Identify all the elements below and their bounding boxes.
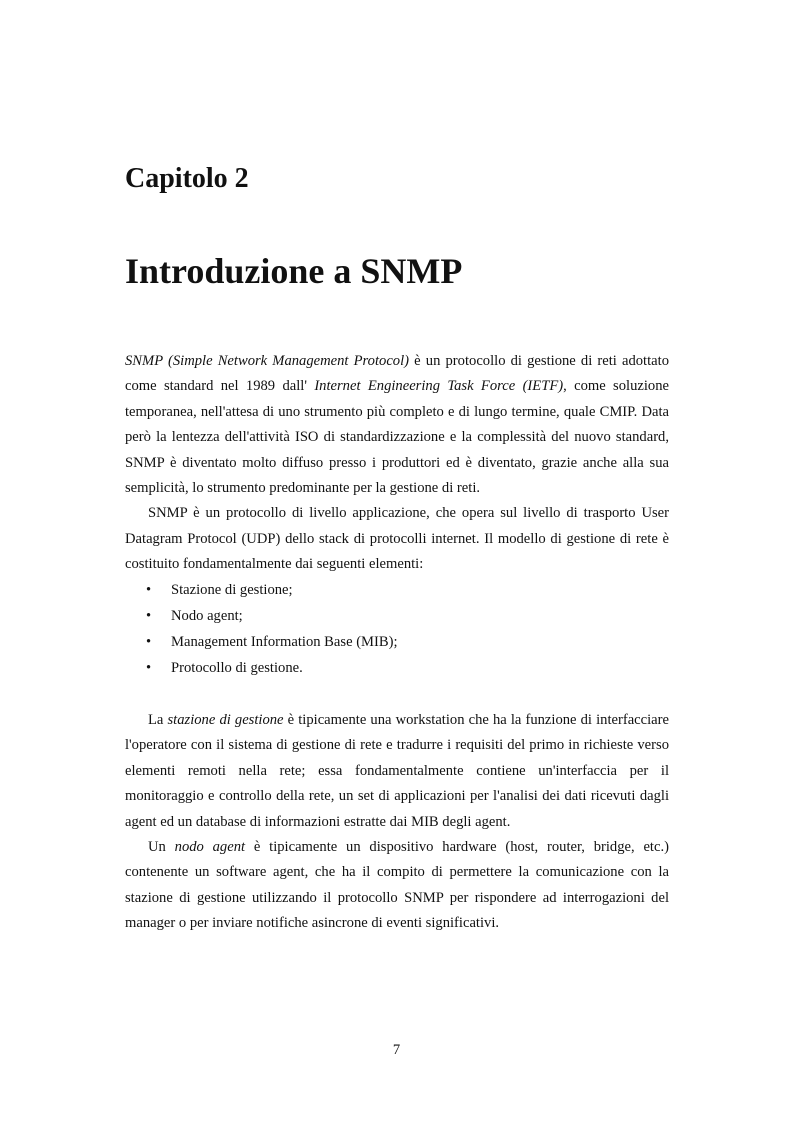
body-section-1 [125, 349, 669, 682]
ietf-term: Internet Engineering Task Force (IETF) [314, 378, 564, 395]
stazione-term: stazione di gestione [167, 712, 284, 728]
elements-list [125, 578, 669, 683]
bullet-icon: • [146, 660, 152, 677]
nodo-agent-term: nodo agent [174, 839, 246, 856]
paragraph-intro [125, 349, 669, 501]
bullet-icon: • [146, 607, 152, 624]
snmp-term: SNMP (Simple Network Management Protocol) [125, 353, 410, 369]
list-item: • Protocollo di gestione. [125, 656, 669, 682]
list-item: • Stazione di gestione; [125, 578, 669, 604]
page-number: 7 [392, 1042, 401, 1058]
list-item: • Nodo agent; [125, 604, 669, 630]
intro-text-2: , come soluzione temporanea, nell'attesa di uno strumento più completo e di lungo termine, quale CMIP. Data però la lentezza dell'attività ISO di standardizzazione e la complessità del nuovo standard, SNMP è diventato molto diffuso presso i produttori ed è diventato, grazie anche alla sua semplicità, lo strumento predominante per la gestione di reti. [125, 378, 669, 497]
bullet-icon: • [146, 634, 152, 651]
body-section-2 [125, 708, 669, 937]
intro-text-1: è un protocollo di gestione di reti adottato come standard nel 1989 dall' [125, 353, 669, 395]
chapter-title: Introduzione a SNMP [125, 251, 463, 291]
chapter-label: Capitolo 2 [125, 163, 249, 194]
list-item: • Management Information Base (MIB); [125, 630, 669, 656]
paragraph-model: SNMP è un protocollo di livello applicazione, che opera sul livello di trasporto User Datagram Protocol (UDP) dello stack di protocolli internet. Il modello di gestione di rete è costituito fondamentalmente dai seguenti elementi: [125, 505, 669, 573]
paragraph-stazione: La stazione di gestione è tipicamente una workstation che ha la funzione di interfacciare l'operatore con il sistema di gestione di rete e tradurre i requisiti del primo in richieste verso elementi remoti nella rete; essa fondamentalmente contiene un'interfaccia per il monitoraggio e controllo della rete, un set di applicazioni per l'analisi dei dati ricevuti dagli agent ed un database di informazioni estratte dai MIB degli agent. [125, 712, 669, 830]
bullet-icon: • [146, 581, 152, 598]
paragraph-nodo-agent: Un nodo agent è tipicamente un dispositivo hardware (host, router, bridge, etc.) contenente un software agent, che ha il compito di permettere la comunicazione con la stazione di gestione utilizzando il protocollo SNMP per rispondere ad interrogazioni del manager o per inviare notifiche asincrone di eventi significativi. [125, 839, 669, 932]
